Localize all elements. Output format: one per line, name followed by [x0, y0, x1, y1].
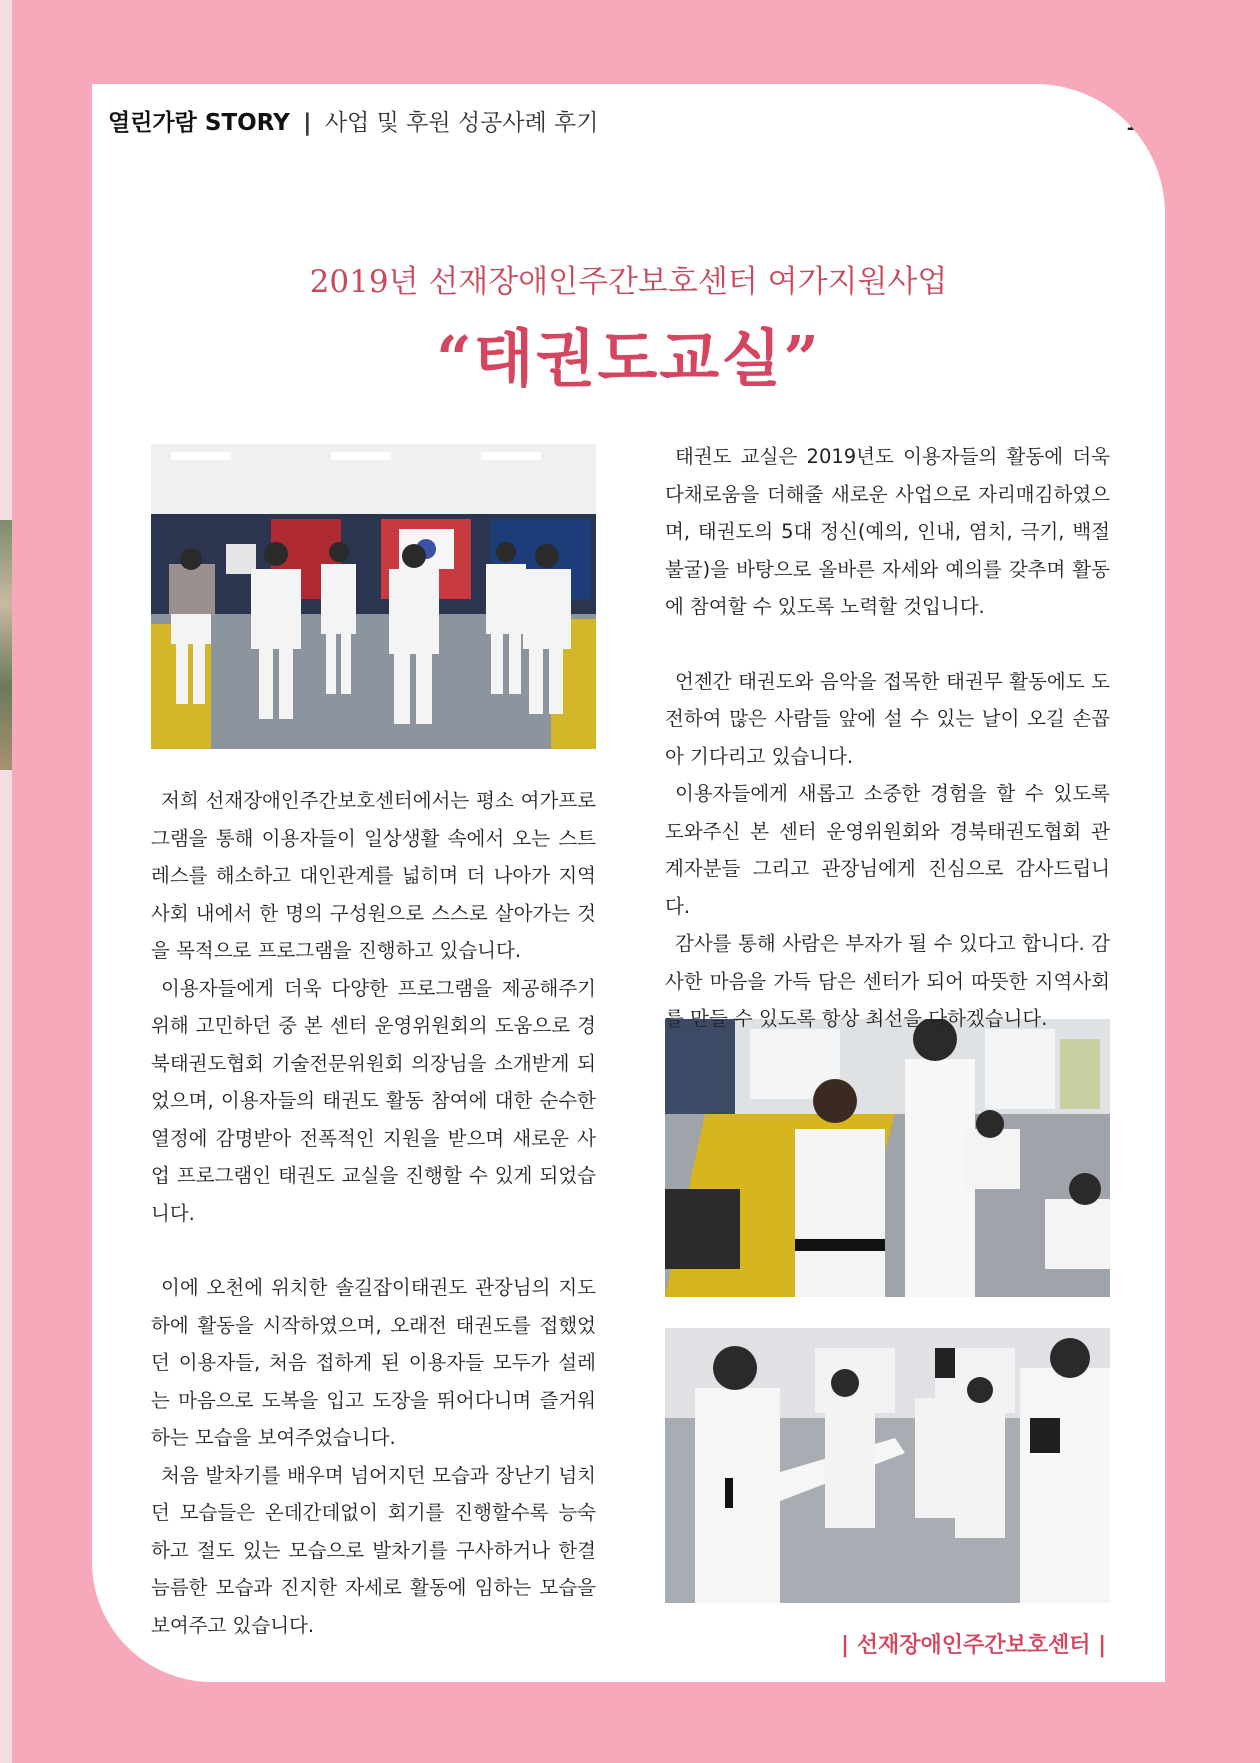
left-paragraph-2: 이용자들에게 더욱 다양한 프로그램을 제공해주기 위해 고민하던 중 본 센터 운영위원회의 도움으로 경북태권도협회 기술전문위원회 의장님을 소개받게 되었으며, 이용자들의 태권도 활동 참여에 대한 순수한 열정에 감명받아 전폭적인 지원을 받으며 새로운 사업 프로그램인 태권도 교실을 진행할 수 있게 되었습니다.: [151, 976, 596, 1225]
header-subtitle: 사업 및 후원 성공사례 후기: [324, 110, 599, 136]
footer-organization: | 선재장애인주간보호센터 |: [841, 1633, 1107, 1658]
left-paragraph-1: 저희 선재장애인주간보호센터에서는 평소 여가프로그램을 통해 이용자들이 일상생활 속에서 오는 스트레스를 해소하고 대인관계를 넓히며 더 나아가 지역사회 내에서 한 명의 구성원으로 스스로 살아가는 것을 목적으로 프로그램을 진행하고 있습니다.: [151, 789, 596, 962]
paragraph-gap: [665, 626, 1110, 663]
photo-class-bowing: [151, 444, 596, 749]
left-paragraph-3: 이에 오천에 위치한 솔길잡이태권도 관장님의 지도하에 활동을 시작하였으며, 오래전 태권도를 접했었던 이용자들, 처음 접하게 된 이용자들 모두가 설레는 마음으로 도복을 입고 도장을 뛰어다니며 즐거워하는 모습을 보여주었습니다.: [151, 1276, 596, 1449]
right-paragraph-4: 감사를 통해 사람은 부자가 될 수 있다고 합니다. 감사한 마음을 가득 담은 센터가 되어 따뜻한 지역사회를 만들 수 있도록 항상 최선을 다하겠습니다.: [665, 932, 1110, 1030]
previous-page-photo-edge: [0, 520, 12, 770]
left-paragraph-4: 처음 발차기를 배우며 넘어지던 모습과 장난기 넘치던 모습들은 온데간데없이 회기를 진행할수록 능숙하고 절도 있는 모습으로 발차기를 구사하거나 한결 늠름한 모습과 진지한 자세로 활동에 임하는 모습을 보여주고 있습니다.: [151, 1463, 596, 1637]
header-separator: |: [303, 110, 312, 136]
right-column-text: [665, 438, 1110, 1038]
right-paragraph-1: 태권도 교실은 2019년도 이용자들의 활동에 더욱 다채로움을 더해줄 새로운 사업으로 자리매김하였으며, 태권도의 5대 정신(예의, 인내, 염치, 극기, 백절불굴)을 바탕으로 올바른 자세와 예의를 갖추며 활동에 참여할 수 있도록 노력할 것입니다.: [665, 445, 1110, 618]
photo-belt-tying: [665, 1019, 1110, 1297]
page: [92, 84, 1165, 1682]
left-column-text: [151, 782, 596, 1644]
left-page-edge: [0, 0, 12, 1763]
page-header: [108, 104, 598, 138]
article-title-main: “태권도교실”: [436, 322, 821, 395]
right-paragraph-3: 이용자들에게 새롭고 소중한 경험을 할 수 있도록 도와주신 본 센터 운영위원회와 경북태권도협회 관계자분들 그리고 관장님에게 진심으로 감사드립니다.: [665, 782, 1110, 918]
page-number: 13: [1114, 104, 1152, 135]
paragraph-gap: [151, 1232, 596, 1269]
photo-kicking-practice: [665, 1328, 1110, 1603]
header-brand: 열린가람 STORY: [108, 110, 290, 136]
right-paragraph-2: 언젠간 태권도와 음악을 접목한 태권무 활동에도 도전하여 많은 사람들 앞에 설 수 있는 날이 오길 손꼽아 기다리고 있습니다.: [665, 669, 1110, 768]
article-title-line1: 2019년 선재장애인주간보호센터 여가지원사업: [309, 264, 948, 300]
